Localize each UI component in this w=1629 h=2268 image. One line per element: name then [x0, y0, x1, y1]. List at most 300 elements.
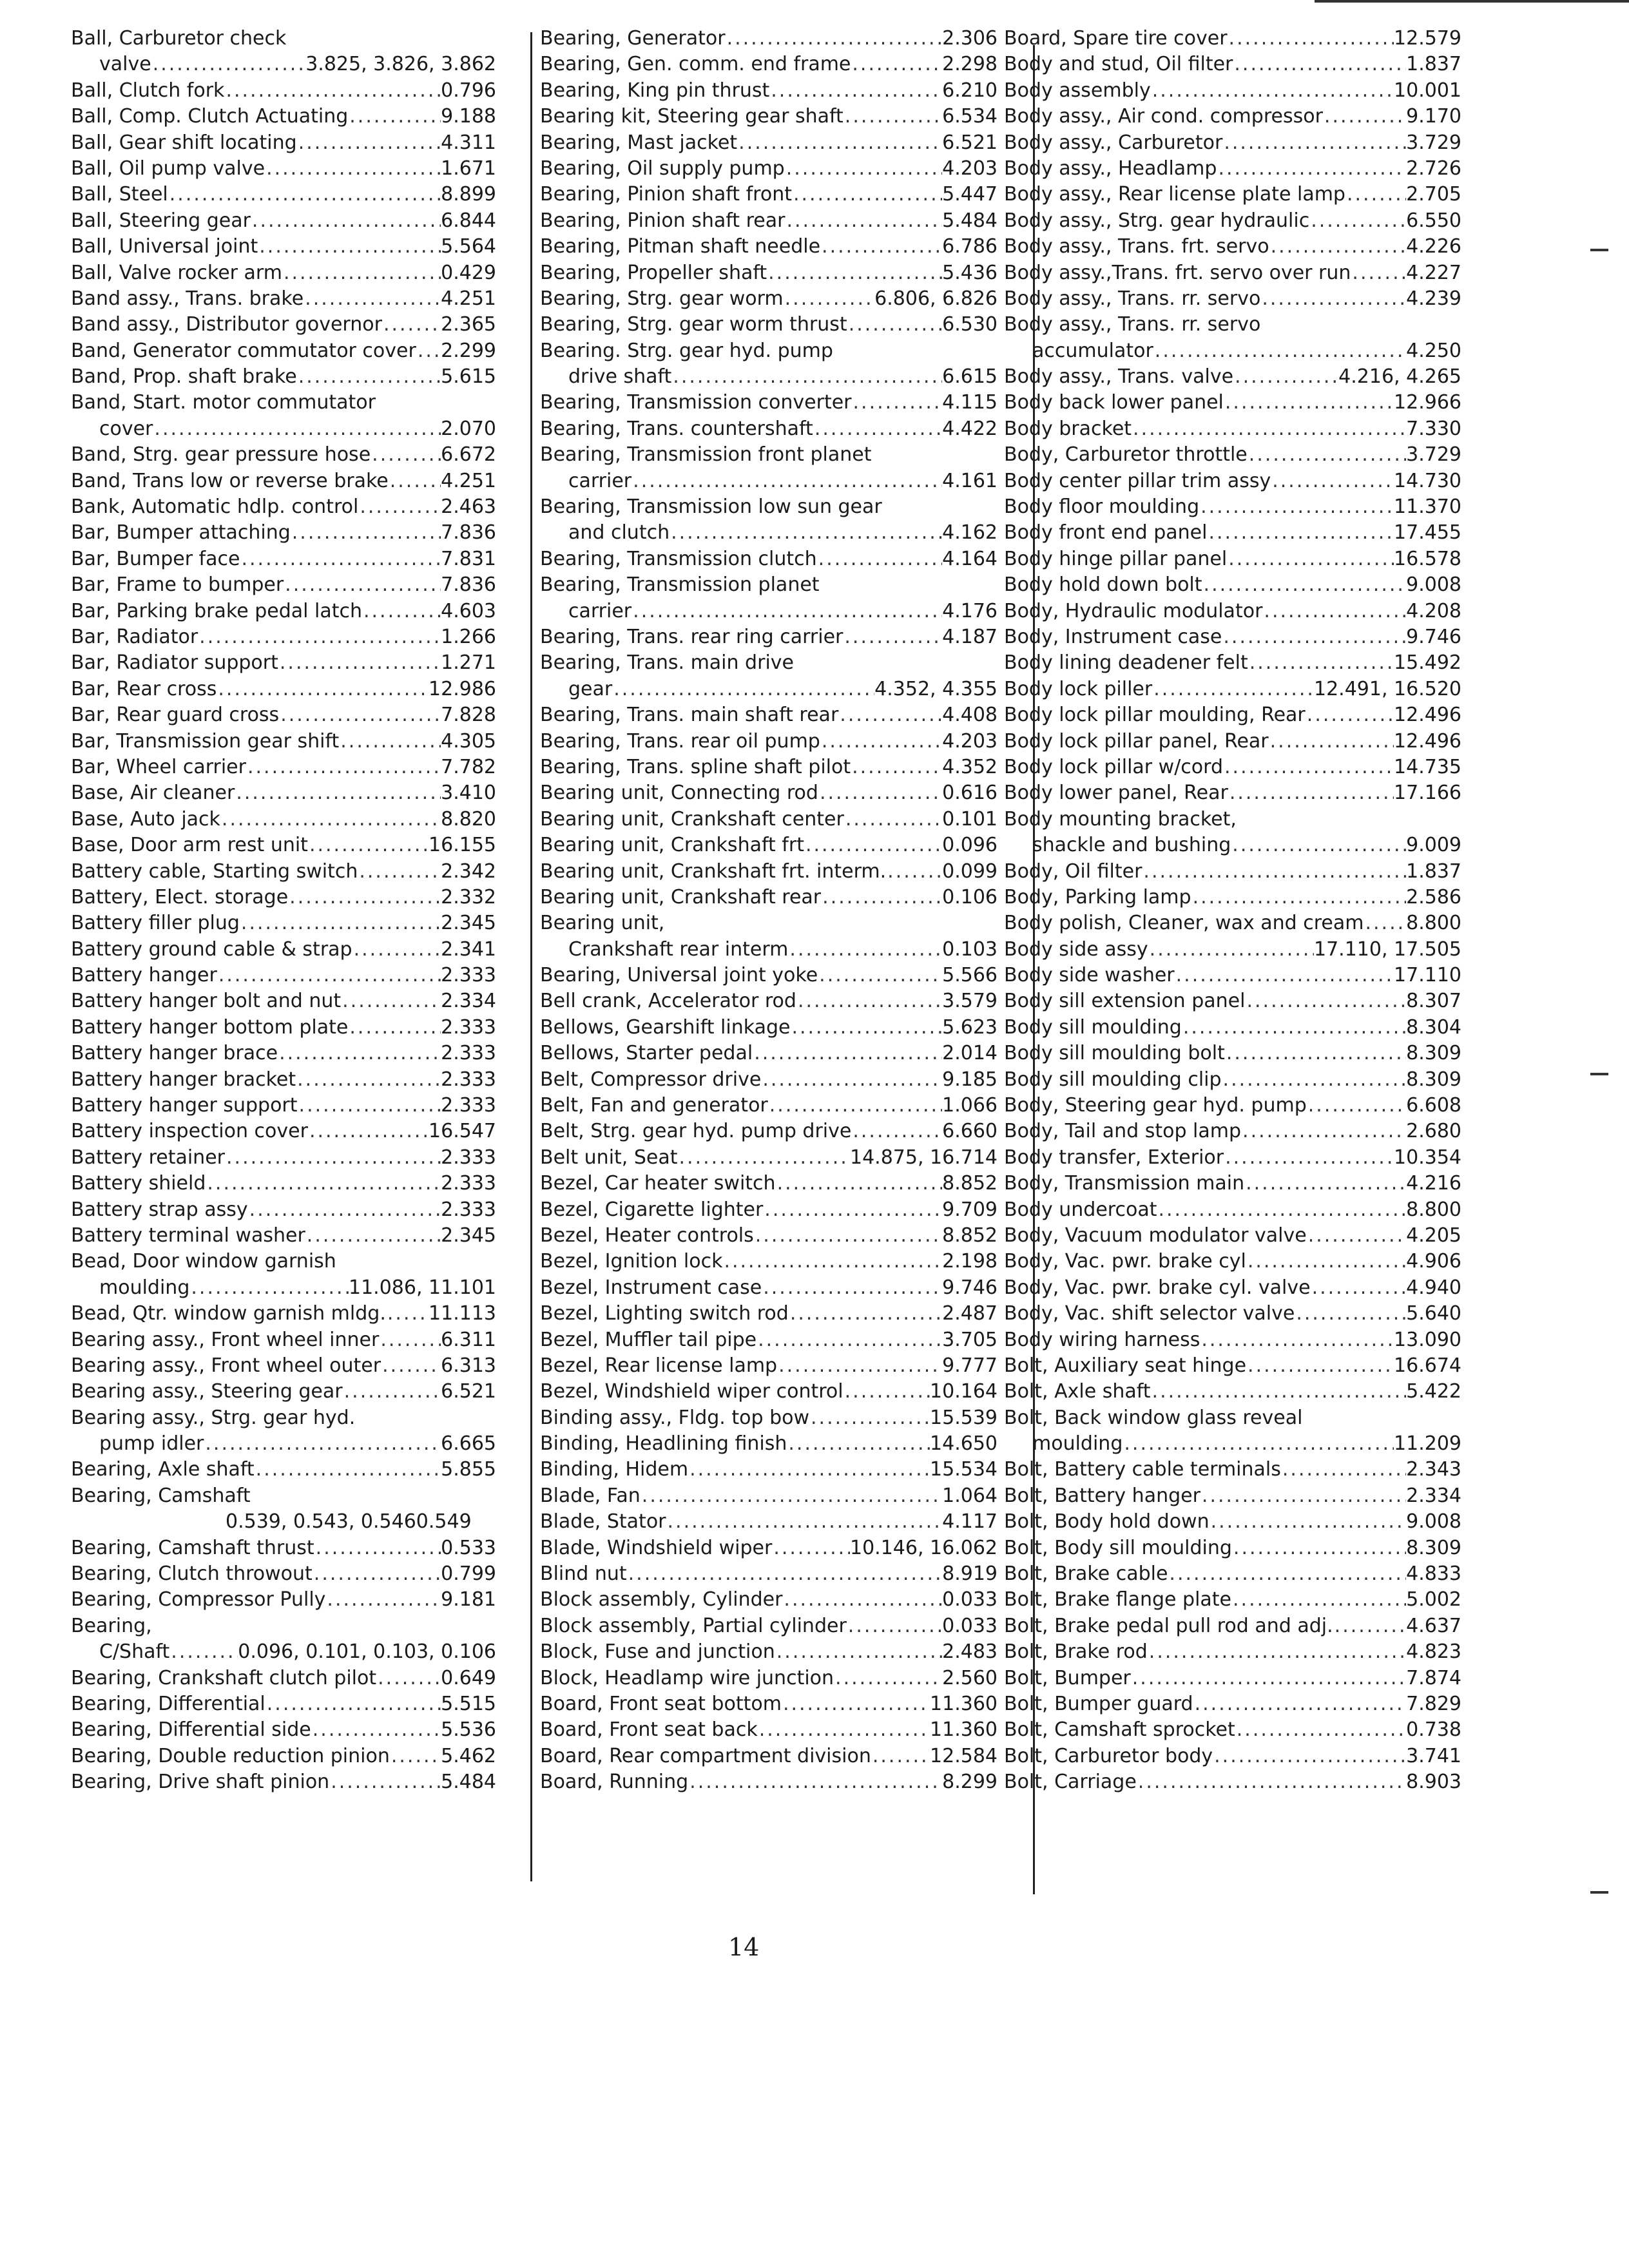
index-entry: [1004, 1223, 1461, 1249]
entry-page-ref: 2.333: [441, 1172, 496, 1195]
index-column-2: [540, 26, 998, 1920]
entry-label: Bearing, Generator: [540, 27, 726, 50]
dot-leader: [224, 78, 441, 104]
dot-leader: [279, 702, 441, 728]
index-entry: [1004, 910, 1461, 936]
index-entry: [540, 494, 998, 520]
entry-label: Bezel, Instrument case: [540, 1276, 762, 1299]
entry-page-ref: 9.709: [942, 1198, 998, 1221]
entry-label: Battery hanger brace: [71, 1042, 278, 1065]
dot-leader: [671, 364, 942, 390]
index-entry: [71, 260, 496, 286]
entry-label: Ball, Carburetor check: [71, 27, 287, 50]
entry-page-ref: 6.521: [441, 1380, 496, 1403]
entry-label: Bearing assy., Front wheel outer: [71, 1354, 381, 1377]
entry-label: Bearing assy., Front wheel inner: [71, 1328, 380, 1351]
index-entry: [540, 1769, 998, 1795]
entry-label: Body assy., Carburetor: [1004, 131, 1223, 154]
index-entry: [71, 910, 496, 936]
entry-page-ref: 10.354: [1394, 1146, 1461, 1169]
index-entry: [71, 1639, 496, 1665]
entry-label: Body side assy: [1004, 937, 1148, 961]
entry-label: Body mounting bracket,: [1004, 807, 1237, 831]
entry-label: Belt, Strg. gear hyd. pump drive: [540, 1120, 852, 1143]
index-entry: [1004, 1171, 1461, 1196]
index-entry: [540, 1093, 998, 1119]
index-entry: [540, 963, 998, 988]
dot-leader: [787, 1431, 930, 1457]
dot-leader: [1222, 1067, 1407, 1093]
dot-leader: [843, 624, 942, 650]
index-entry: [1004, 364, 1461, 390]
dot-leader: [1151, 1379, 1407, 1405]
dot-leader: [297, 130, 441, 156]
dot-leader: [265, 156, 441, 182]
entry-label: and clutch: [568, 521, 670, 544]
dot-leader: [1233, 52, 1406, 77]
entry-label: Body sill moulding bolt: [1004, 1042, 1225, 1065]
index-entry: [71, 1483, 496, 1509]
index-entry: [540, 1275, 998, 1301]
index-entry: [71, 1171, 496, 1196]
dot-leader: [789, 1301, 942, 1327]
entry-label: Bank, Automatic hdlp. control: [71, 495, 359, 519]
entry-label: Bar, Bumper face: [71, 547, 240, 570]
index-entry: [540, 1223, 998, 1249]
entry-page-ref: 5.436: [942, 261, 998, 284]
entry-page-ref: 0.533: [441, 1536, 496, 1559]
index-entry: [540, 1353, 998, 1379]
entry-page-ref: 17.455: [1394, 521, 1461, 544]
entry-label: Battery hanger: [71, 964, 217, 987]
entry-page-ref: 4.311: [441, 131, 496, 154]
dot-leader: [348, 1015, 441, 1041]
entry-label: Bolt, Bumper: [1004, 1666, 1131, 1689]
entry-page-ref: 3.825, 3.826, 3.862: [305, 53, 496, 76]
entry-page-ref: 4.164: [942, 547, 998, 570]
entry-label: Battery hanger bottom plate: [71, 1015, 349, 1039]
entry-page-ref: 0.616: [942, 782, 998, 805]
entry-label: Bearing unit,: [540, 912, 665, 935]
index-entry: [1004, 832, 1461, 858]
dot-leader: [1157, 1197, 1406, 1223]
entry-page-ref: 13.090: [1394, 1328, 1461, 1351]
dot-leader: [284, 572, 441, 598]
index-entry: [71, 442, 496, 468]
index-entry: [71, 1509, 496, 1535]
entry-label: Body lock pillar moulding, Rear: [1004, 704, 1306, 727]
entry-page-ref: 6.786: [942, 235, 998, 258]
index-entry: [1004, 1744, 1461, 1769]
entry-page-ref: 4.161: [942, 469, 998, 492]
dot-leader: [1244, 1171, 1406, 1196]
dot-leader: [753, 1041, 942, 1066]
dot-leader: [1168, 1561, 1406, 1587]
entry-label: Ball, Comp. Clutch Actuating: [71, 105, 349, 128]
entry-label: Body, Parking lamp: [1004, 885, 1191, 908]
dot-leader: [198, 624, 441, 650]
entry-page-ref: 9.746: [942, 1276, 998, 1299]
entry-page-ref: 2.333: [441, 1042, 496, 1065]
index-entry: [71, 1145, 496, 1171]
dot-leader: [785, 208, 942, 234]
entry-label: Bezel, Windshield wiper control: [540, 1380, 843, 1403]
entry-page-ref: 11.113: [429, 1302, 496, 1325]
entry-page-ref: 9.009: [1406, 834, 1461, 857]
index-entry: [1004, 1405, 1461, 1431]
entry-label: Bar, Wheel carrier: [71, 755, 246, 778]
entry-page-ref: 4.203: [942, 729, 998, 753]
index-entry: [1004, 546, 1461, 572]
dot-leader: [225, 1145, 441, 1171]
dot-leader: [847, 1613, 942, 1639]
entry-label: Bearing, Pitman shaft needle: [540, 235, 821, 258]
entry-page-ref: 10.001: [1394, 79, 1461, 102]
index-entry: [71, 1093, 496, 1119]
index-entry: [1004, 26, 1461, 52]
index-entry: [71, 1067, 496, 1093]
entry-label: Body lock pillar panel, Rear: [1004, 729, 1269, 753]
entry-label: Bolt, Camshaft sprocket: [1004, 1718, 1235, 1742]
dot-leader: [1202, 572, 1407, 598]
entry-page-ref: 7.874: [1406, 1666, 1461, 1689]
entry-label: Bearing,: [71, 1614, 152, 1637]
dot-leader: [754, 1223, 942, 1249]
dot-leader: [777, 1353, 942, 1379]
dot-leader: [248, 1197, 441, 1223]
dot-leader: [804, 832, 942, 858]
entry-page-ref: 2.333: [441, 1015, 496, 1039]
index-entry: [71, 156, 496, 182]
index-entry: [540, 1744, 998, 1769]
entry-label: Body bracket: [1004, 417, 1132, 440]
dot-leader: [265, 1691, 441, 1717]
entry-page-ref: 4.251: [441, 287, 496, 310]
entry-page-ref: 8.820: [441, 807, 496, 831]
entry-page-ref: 4.226: [1406, 235, 1461, 258]
dot-leader: [297, 364, 441, 390]
index-entry: [540, 260, 998, 286]
dot-leader: [1148, 937, 1314, 963]
entry-page-ref: 8.903: [1406, 1771, 1461, 1794]
entry-page-ref: 8.299: [942, 1771, 998, 1794]
entry-label: Bar, Transmission gear shift: [71, 729, 340, 753]
entry-label: Block, Headlamp wire junction: [540, 1666, 834, 1689]
index-entry: [540, 1145, 998, 1171]
entry-page-ref: 4.208: [1406, 599, 1461, 622]
entry-label: Bearing, Transmission converter: [540, 391, 852, 414]
entry-page-ref: 1.064: [942, 1484, 998, 1507]
dot-leader: [722, 1249, 942, 1274]
dot-leader: [775, 1639, 942, 1665]
entry-label: Board, Front seat back: [540, 1718, 758, 1742]
entry-label: Body assy., Trans. frt. servo: [1004, 235, 1269, 258]
entry-page-ref: 9.188: [441, 105, 496, 128]
dot-leader: [382, 312, 441, 338]
index-entry: [1004, 1717, 1461, 1743]
entry-label: Bearing, Trans. main drive: [540, 651, 794, 675]
entry-label: Body and stud, Oil filter: [1004, 53, 1233, 76]
entry-label: Bearing, Pinion shaft rear: [540, 209, 786, 232]
entry-page-ref: 7.836: [441, 573, 496, 597]
index-entry: [1004, 1327, 1461, 1353]
dot-leader: [258, 234, 441, 260]
dot-leader: [371, 442, 441, 468]
dot-leader: [767, 260, 942, 286]
entry-page-ref: 5.623: [942, 1015, 998, 1039]
entry-page-ref: 1.066: [942, 1094, 998, 1117]
entry-label: Band, Prop. shaft brake: [71, 365, 297, 389]
entry-page-ref: 5.462: [441, 1744, 496, 1767]
dot-leader: [1311, 1275, 1407, 1301]
index-entry: [71, 1561, 496, 1587]
dot-leader: [843, 104, 942, 130]
entry-page-ref: 6.534: [942, 105, 998, 128]
entry-page-ref: 11.209: [1394, 1432, 1461, 1456]
dot-leader: [1232, 1535, 1406, 1561]
entry-page-ref: 5.564: [441, 235, 496, 258]
index-entry: [540, 832, 998, 858]
entry-label: Body front end panel: [1004, 521, 1208, 544]
dot-leader: [329, 1769, 441, 1795]
entry-label: Bar, Rear cross: [71, 677, 217, 700]
dot-leader: [726, 26, 943, 52]
dot-leader: [304, 286, 441, 312]
index-entry: [1004, 442, 1461, 468]
entry-page-ref: 2.334: [1406, 1484, 1461, 1507]
index-entry: [540, 416, 998, 442]
dot-leader: [1262, 599, 1406, 624]
entry-page-ref: 17.110, 17.505: [1313, 937, 1461, 961]
entry-label: Board, Rear compartment division: [540, 1744, 871, 1767]
index-entry: [71, 859, 496, 885]
entry-label: Bar, Frame to bumper: [71, 573, 284, 597]
entry-label: Body lock pillar w/cord: [1004, 755, 1224, 778]
index-entry: [1004, 988, 1461, 1014]
entry-page-ref: 6.313: [441, 1354, 496, 1377]
entry-page-ref: 0.429: [441, 261, 496, 284]
entry-label: Body sill moulding: [1004, 1015, 1182, 1039]
index-entry: [540, 468, 998, 494]
entry-page-ref: 7.829: [1406, 1693, 1461, 1715]
entry-label: Ball, Gear shift locating: [71, 131, 297, 154]
dot-leader: [1364, 910, 1406, 936]
entry-label: Body center pillar trim assy: [1004, 469, 1271, 492]
entry-page-ref: 0.549: [416, 1510, 472, 1533]
index-entry: [1004, 494, 1461, 520]
entry-page-ref: 2.306: [942, 27, 998, 50]
index-entry: [1004, 963, 1461, 988]
entry-page-ref: 3.579: [942, 990, 998, 1013]
dot-leader: [1307, 1093, 1406, 1119]
dot-leader: [390, 1744, 441, 1769]
entry-page-ref: 5.515: [441, 1693, 496, 1715]
entry-label: Body, Vacuum modulator valve: [1004, 1224, 1307, 1247]
index-entry: [540, 130, 998, 156]
entry-page-ref: 7.828: [441, 704, 496, 727]
entry-label: Bolt, Battery hanger: [1004, 1484, 1200, 1507]
dot-leader: [298, 1093, 441, 1119]
dot-leader: [852, 390, 943, 416]
entry-label: Base, Air cleaner: [71, 782, 235, 805]
entry-label: Battery cable, Starting switch: [71, 860, 358, 883]
entry-page-ref: 2.333: [441, 964, 496, 987]
entry-label: Bearing, Universal joint yoke: [540, 964, 818, 987]
entry-page-ref: 2.333: [441, 1198, 496, 1221]
dot-leader: [1137, 1769, 1406, 1795]
dot-leader: [769, 78, 942, 104]
dot-leader: [339, 729, 441, 754]
entry-page-ref: 6.660: [942, 1120, 998, 1143]
entry-label: Bearing, Drive shaft pinion: [71, 1771, 330, 1794]
entry-label: Bezel, Cigarette lighter: [540, 1198, 764, 1221]
index-entry: [71, 599, 496, 624]
dot-leader: [1351, 260, 1406, 286]
entry-label: Bearing unit, Crankshaft frt. interm.: [540, 860, 887, 883]
entry-label: Bearing, Trans. main shaft rear: [540, 704, 839, 727]
entry-label: Bearing, Pinion shaft front: [540, 183, 792, 206]
dot-leader: [308, 1119, 429, 1144]
entry-label: Ball, Oil pump valve: [71, 157, 265, 180]
index-entry: [1004, 1353, 1461, 1379]
dot-leader: [772, 1535, 850, 1561]
entry-label: Body lower panel, Rear: [1004, 782, 1228, 805]
entry-label: Bearing assy., Strg. gear hyd.: [71, 1406, 356, 1429]
entry-page-ref: 3.705: [942, 1328, 998, 1351]
index-entry: [1004, 1041, 1461, 1066]
dot-leader: [1269, 234, 1407, 260]
index-entry: [540, 546, 998, 572]
index-entry: [540, 885, 998, 910]
index-entry: [540, 286, 998, 312]
entry-page-ref: 14.735: [1394, 755, 1461, 778]
index-entry: [1004, 599, 1461, 624]
dot-leader: [246, 754, 441, 780]
entry-page-ref: 8.307: [1406, 990, 1461, 1013]
dot-leader: [612, 677, 874, 702]
index-entry: [1004, 1587, 1461, 1613]
entry-label: Body assembly: [1004, 79, 1151, 102]
dot-leader: [325, 1587, 441, 1613]
entry-page-ref: 9.777: [942, 1354, 998, 1377]
dot-leader: [169, 1639, 238, 1665]
entry-page-ref: 9.181: [441, 1588, 496, 1611]
entry-page-ref: 7.836: [441, 521, 496, 544]
index-entry: [1004, 650, 1461, 676]
entry-page-ref: 1.837: [1406, 53, 1461, 76]
dot-leader: [1233, 364, 1338, 390]
entry-label: Band assy., Distributor governor: [71, 313, 382, 336]
entry-page-ref: 5.536: [441, 1718, 496, 1742]
dot-leader: [379, 1327, 441, 1353]
dot-leader: [278, 1041, 441, 1066]
index-entry: [71, 937, 496, 963]
index-entry: [71, 1353, 496, 1379]
entry-page-ref: 8.852: [942, 1172, 998, 1195]
index-entry: [1004, 104, 1461, 130]
index-entry: [71, 234, 496, 260]
entry-label: moulding: [99, 1276, 190, 1299]
dot-leader: [288, 885, 441, 910]
entry-page-ref: 0.099: [942, 860, 998, 883]
index-entry: [71, 1197, 496, 1223]
index-entry: [1004, 1639, 1461, 1665]
index-entry: [540, 442, 998, 468]
index-entry: [1004, 338, 1461, 364]
entry-label: Bolt, Bumper guard: [1004, 1693, 1193, 1715]
index-entry: [540, 1535, 998, 1561]
index-entry: [71, 1405, 496, 1431]
entry-label: Bearing, Crankshaft clutch pilot: [71, 1666, 377, 1689]
entry-label: Bearing, Trans. rear ring carrier: [540, 625, 843, 648]
dot-leader: [1241, 1119, 1406, 1144]
entry-page-ref: 15.539: [930, 1406, 998, 1429]
index-entry: [71, 1249, 496, 1274]
index-entry: [1004, 572, 1461, 598]
entry-page-ref: 8.304: [1406, 1015, 1461, 1039]
dot-leader: [1248, 650, 1394, 676]
index-entry: [71, 104, 496, 130]
dot-leader: [1151, 78, 1394, 104]
entry-page-ref: 2.726: [1406, 157, 1461, 180]
entry-label: Bearing, Transmission low sun gear: [540, 495, 882, 519]
entry-label: Band, Trans low or reverse brake: [71, 469, 389, 492]
dot-leader: [1309, 208, 1406, 234]
entry-label: Bar, Radiator support: [71, 651, 278, 675]
entry-label: Base, Door arm rest unit: [71, 834, 308, 857]
entry-label: C/Shaft: [99, 1640, 170, 1664]
entry-page-ref: 0.096: [942, 834, 998, 857]
entry-label: Body undercoat: [1004, 1198, 1157, 1221]
entry-page-ref: 4.637: [1406, 1614, 1461, 1637]
index-entry: [1004, 1145, 1461, 1171]
dot-leader: [308, 832, 429, 858]
entry-page-ref: 8.899: [441, 183, 496, 206]
page-number: 14: [728, 1933, 760, 1961]
entry-page-ref: 11.360: [930, 1718, 998, 1742]
index-entry: [1004, 1561, 1461, 1587]
index-entry: [1004, 1509, 1461, 1535]
entry-page-ref: 14.875, 16.714: [849, 1146, 998, 1169]
index-entry: [1004, 1613, 1461, 1639]
entry-label: Body assy., Trans. valve: [1004, 365, 1234, 389]
entry-page-ref: 0.103: [942, 937, 998, 961]
index-entry: [540, 937, 998, 963]
dot-leader: [844, 807, 942, 832]
entry-label: Bearing, Strg. gear worm: [540, 287, 784, 310]
entry-page-ref: 15.534: [930, 1458, 998, 1481]
index-entry: [540, 1431, 998, 1457]
dot-leader: [838, 702, 942, 728]
entry-label: Blade, Windshield wiper: [540, 1536, 773, 1559]
entry-label: pump idler: [99, 1432, 204, 1456]
index-entry: [1004, 1457, 1461, 1483]
entry-page-ref: 2.299: [441, 339, 496, 362]
entry-page-ref: 12.579: [1394, 27, 1461, 50]
entry-label: Crankshaft rear interm: [568, 937, 789, 961]
index-entry: [540, 1561, 998, 1587]
entry-page-ref: 2.345: [441, 1224, 496, 1247]
entry-page-ref: 12.584: [930, 1744, 998, 1767]
entry-label: Body assy., Trans. rr. servo: [1004, 287, 1261, 310]
dot-leader: [851, 52, 942, 77]
dot-leader: [851, 754, 942, 780]
entry-label: Body back lower panel: [1004, 391, 1224, 414]
entry-label: Board, Running: [540, 1771, 689, 1794]
index-entry: [71, 312, 496, 338]
index-entry: [540, 1197, 998, 1223]
dot-leader: [784, 286, 875, 312]
